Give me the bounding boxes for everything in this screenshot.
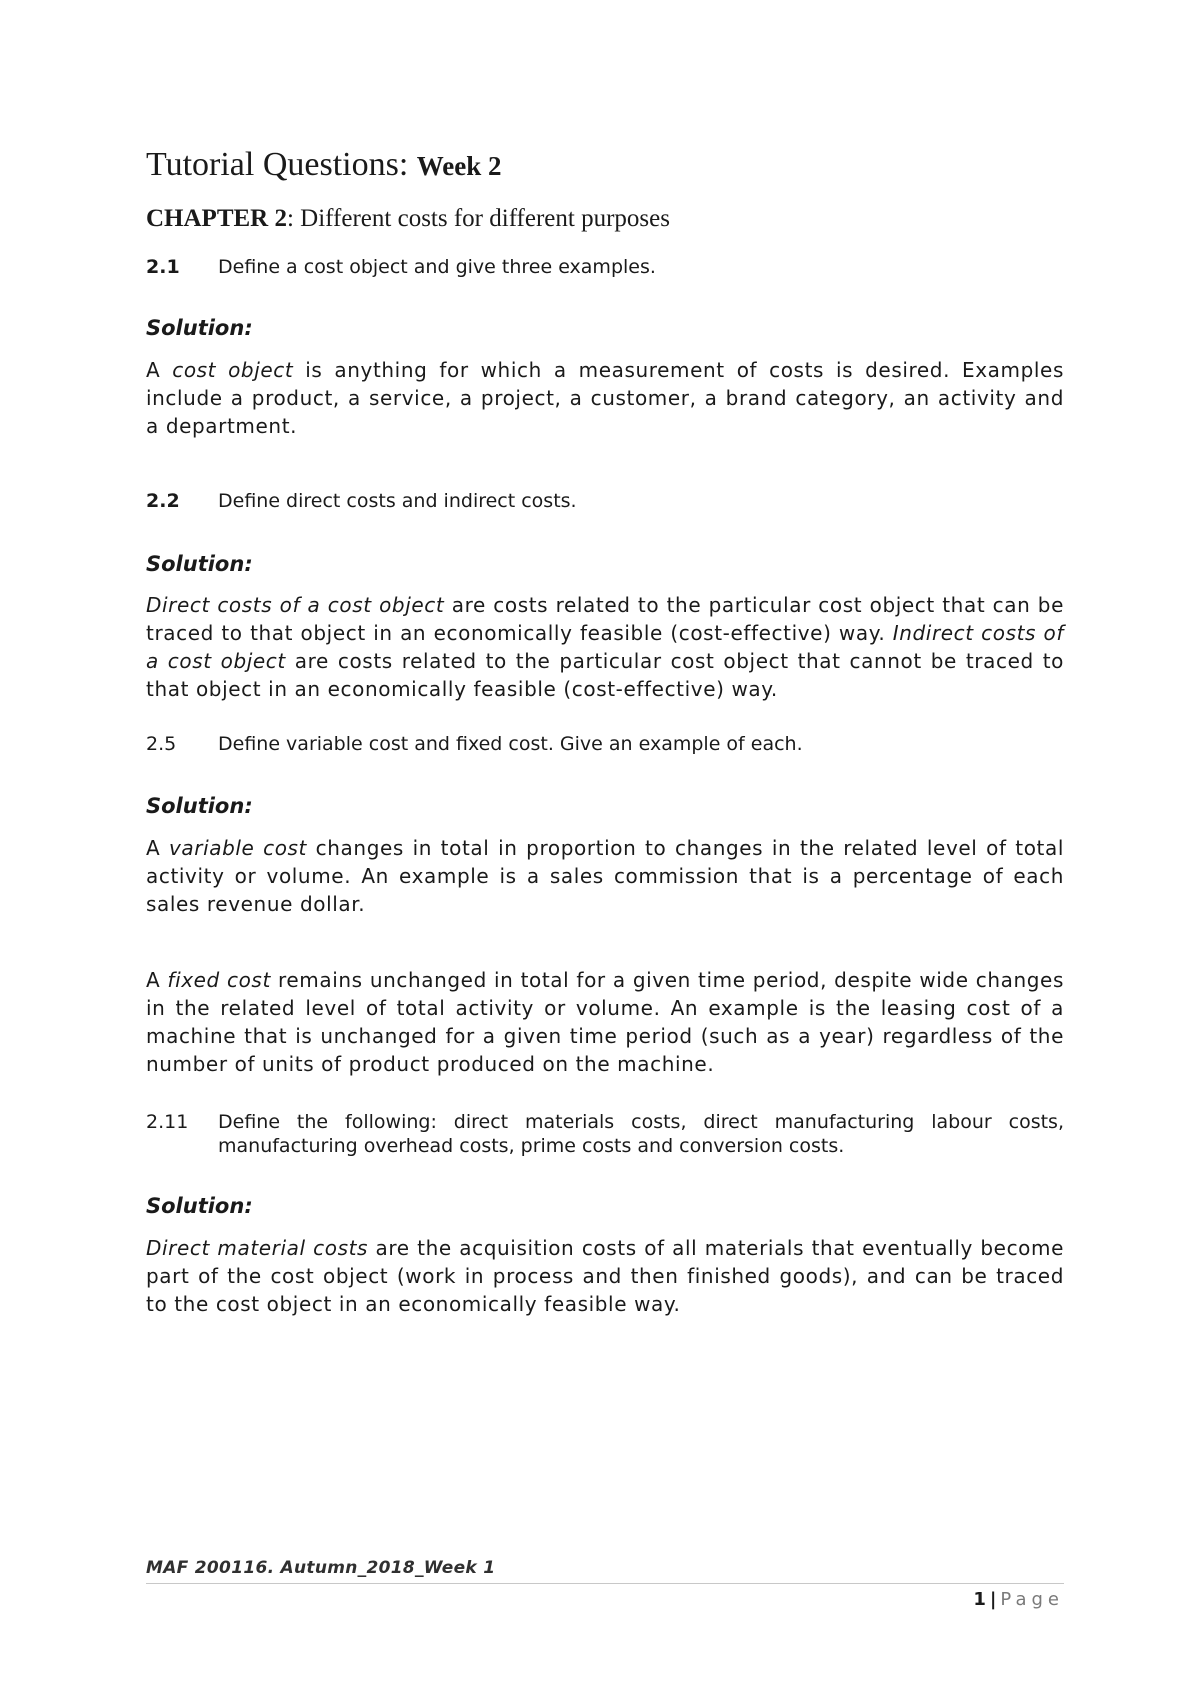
title-main: Tutorial Questions: — [146, 146, 409, 183]
question-text: Define the following: direct materials costs, direct manufacturing labour costs, manufacturing overhead costs, prime costs and conversion costs. — [218, 1111, 1064, 1157]
document-page — [146, 0, 1064, 1698]
solution-paragraph — [146, 356, 1064, 440]
question-2-5 — [146, 732, 1064, 756]
paragraph-text: changes in total in proportion to changes in the related level of total activity or volume. An example is a sales commission that is a percentage of each sales revenue dollar. — [146, 836, 1064, 916]
italic-term: variable cost — [168, 836, 308, 860]
solution-paragraph — [146, 1234, 1064, 1318]
paragraph-text: A — [146, 968, 168, 992]
paragraph-text: A — [146, 358, 173, 382]
italic-term: cost object — [172, 358, 294, 382]
page-number-footer — [973, 1589, 1064, 1610]
solution-paragraph — [146, 834, 1064, 918]
question-text: Define direct costs and indirect costs. — [218, 490, 577, 512]
paragraph-text: A — [146, 836, 169, 860]
italic-term: Indirect costs of a cost object — [146, 621, 1064, 673]
question-text: Define variable cost and fixed cost. Give an example of each. — [218, 733, 803, 755]
footer-divider — [146, 1583, 1064, 1584]
footer-course: MAF 200116. Autumn_2018_Week 1 — [146, 1558, 496, 1578]
italic-term: Direct costs of a cost object — [146, 593, 445, 617]
page-number: 1 — [973, 1589, 986, 1610]
paragraph-text: are costs related to the particular cost object that cannot be traced to that object in an economically feasible (cost-effective) way. — [146, 649, 1064, 701]
solution-label: Solution: — [146, 794, 253, 818]
paragraph-text: remains unchanged in total for a given time period, despite wide changes in the related level of total activity or volume. An example is the leasing cost of a machine that is unchanged for a given time period (such as a year) regardless of the number of units of product produced on the machine. — [146, 968, 1064, 1076]
question-number: 2.2 — [146, 490, 180, 512]
page-word: Page — [1000, 1589, 1064, 1610]
chapter-heading — [146, 205, 670, 233]
question-text: Define a cost object and give three examples. — [218, 256, 656, 278]
solution-label: Solution: — [146, 552, 253, 576]
question-2-1 — [146, 255, 1064, 279]
page-title — [146, 146, 502, 184]
solution-label: Solution: — [146, 316, 253, 340]
paragraph-text: are costs related to the particular cost object that can be traced to that object in an economically feasible (cost-effective) way. — [146, 593, 1064, 645]
question-2-2 — [146, 489, 1064, 513]
solution-paragraph — [146, 966, 1064, 1078]
title-week: Week 2 — [416, 151, 502, 181]
chapter-title: : Different costs for different purposes — [286, 205, 670, 232]
paragraph-text: is anything for which a measurement of costs is desired. Examples include a product, a service, a project, a customer, a brand category, an activity and a department. — [146, 358, 1064, 438]
question-number: 2.11 — [146, 1111, 189, 1133]
solution-label: Solution: — [146, 1194, 253, 1218]
italic-term: Direct material costs — [146, 1236, 369, 1260]
italic-term: fixed cost — [167, 968, 271, 992]
question-2-11 — [146, 1110, 1064, 1158]
solution-paragraph — [146, 591, 1064, 703]
question-number: 2.1 — [146, 256, 180, 278]
chapter-label: CHAPTER 2 — [146, 205, 287, 232]
page-separator: | — [989, 1589, 997, 1610]
question-number: 2.5 — [146, 733, 177, 755]
paragraph-text: are the acquisition costs of all materials that eventually become part of the cost object (work in process and then finished goods), and can be traced to the cost object in an economically feasible way. — [146, 1236, 1065, 1316]
